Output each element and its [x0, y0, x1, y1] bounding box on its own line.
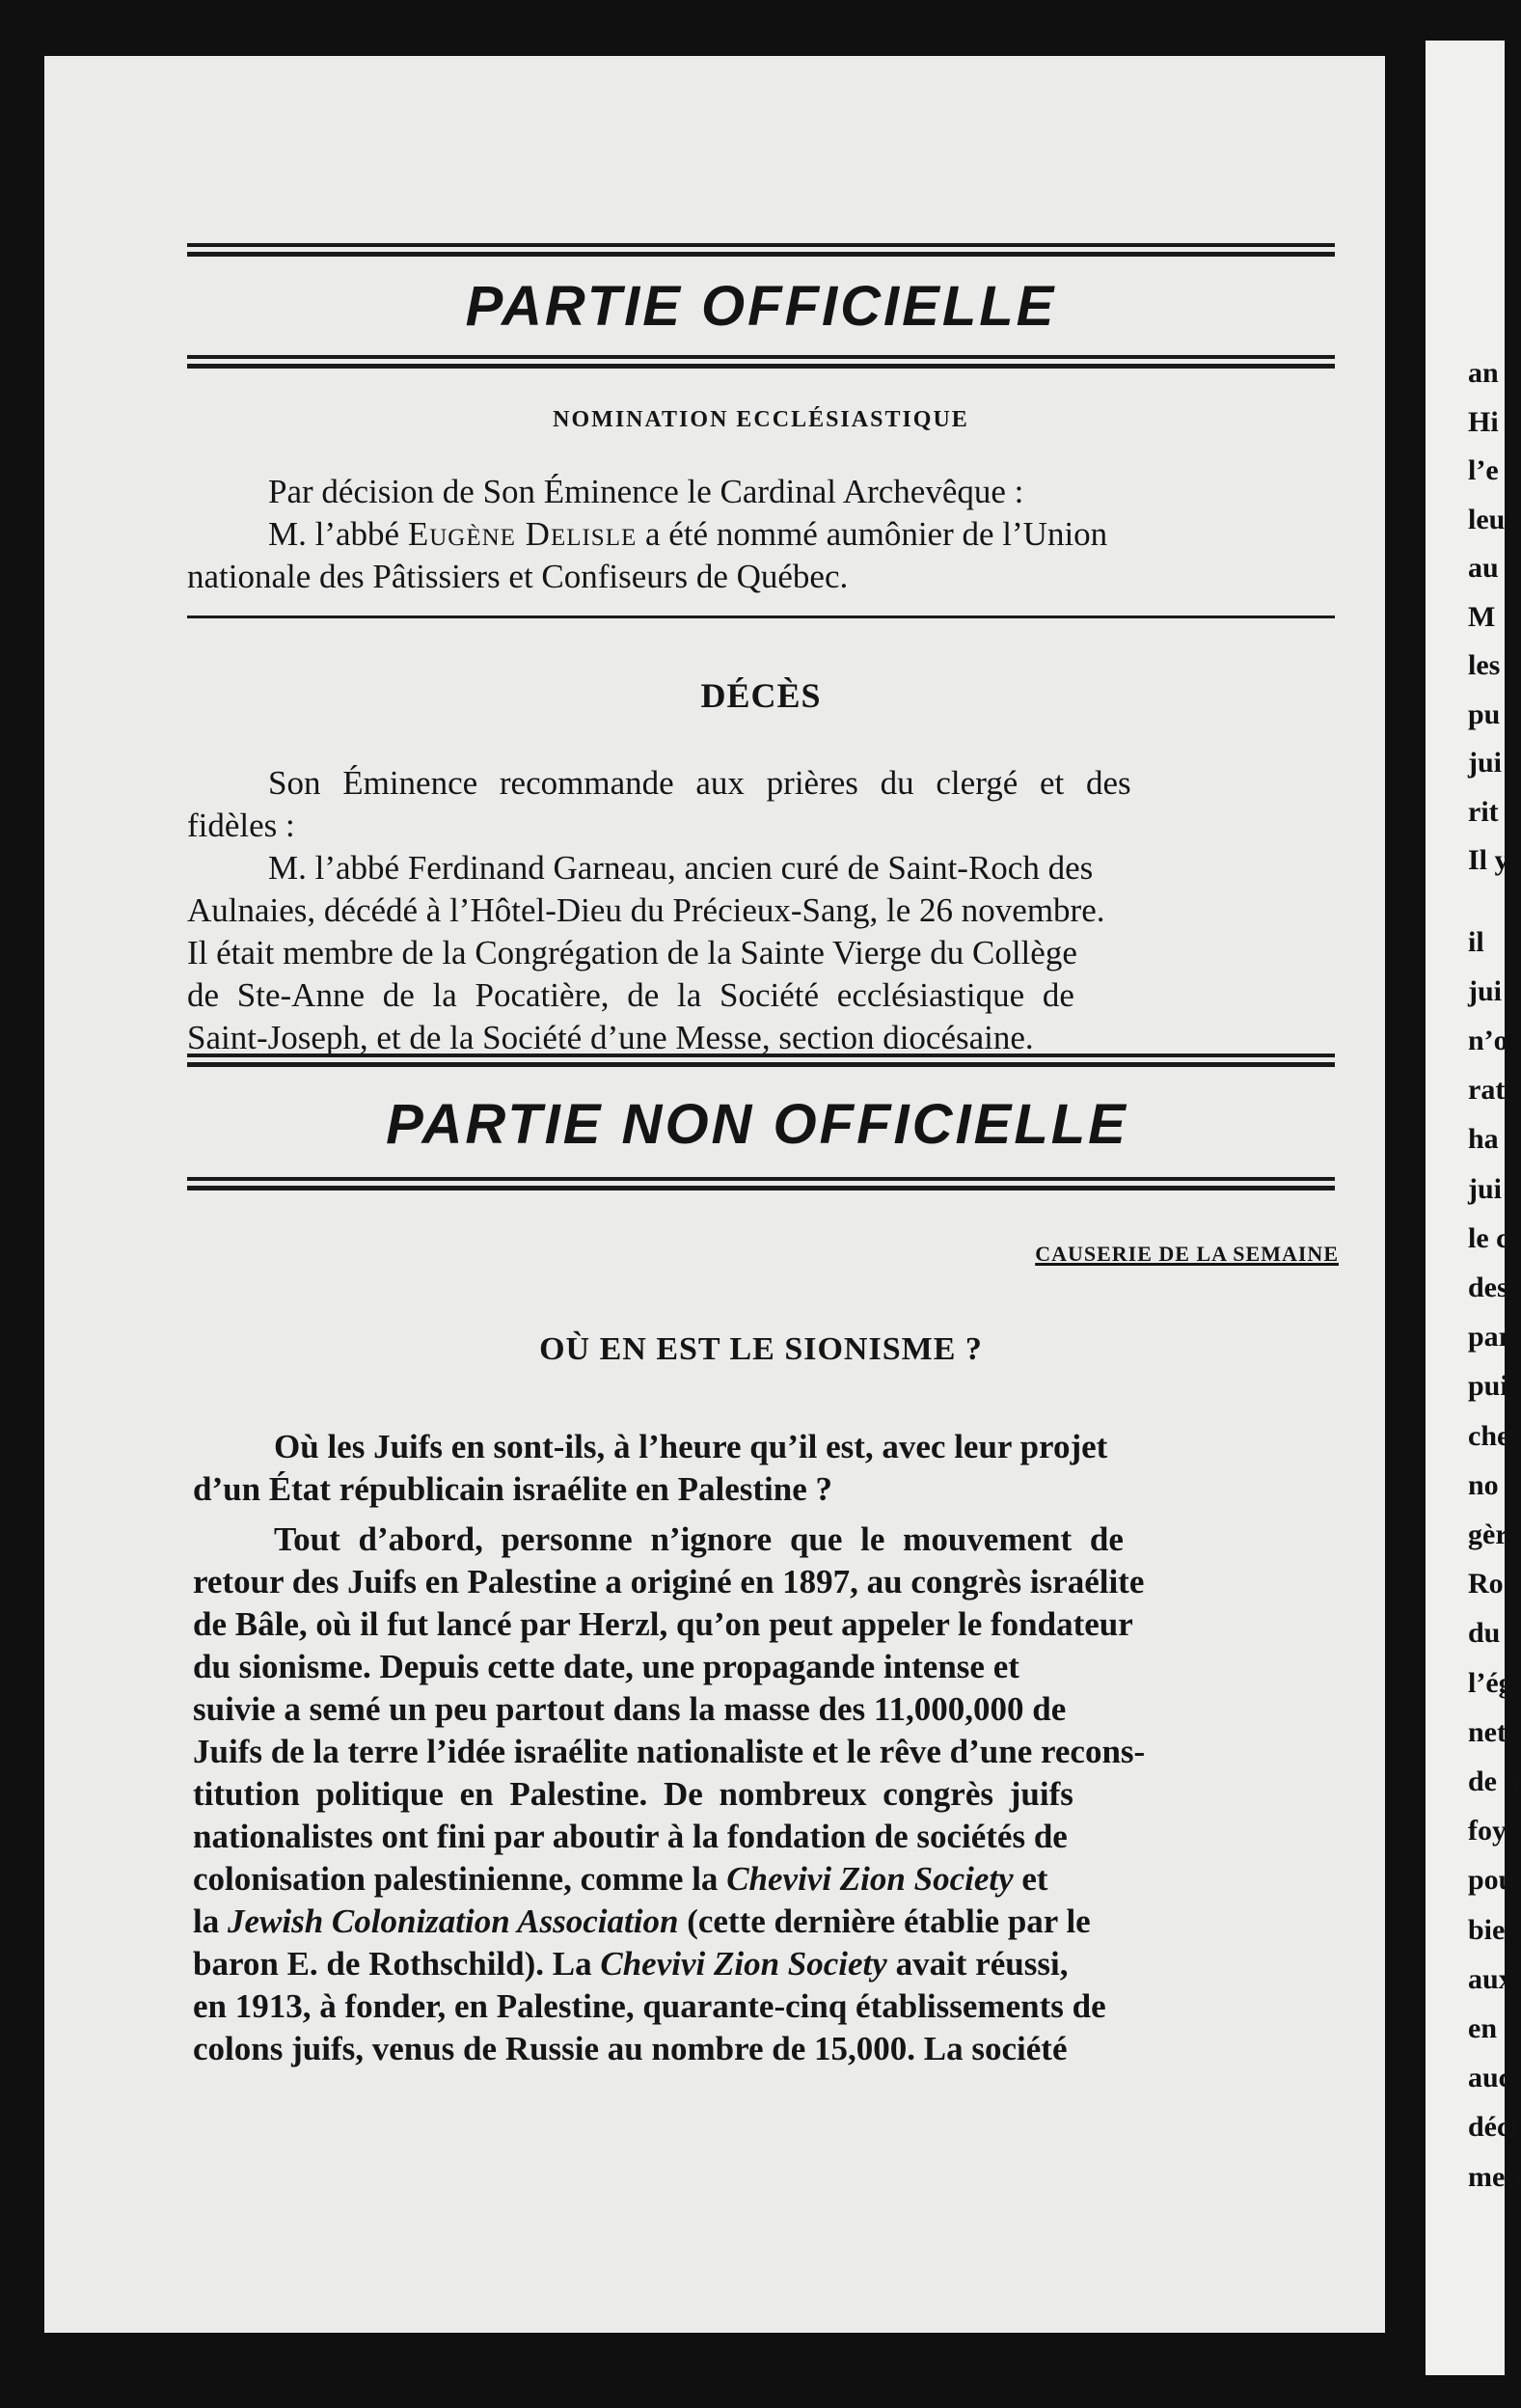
adjacent-page-fragment: no — [1468, 1468, 1499, 1501]
article-paragraph-1 — [193, 1426, 1335, 1511]
adjacent-page-fragment: les — [1468, 649, 1501, 681]
article-line: de Bâle, où il fut lancé par Herzl, qu’on peut appeler le fondateur — [193, 1605, 1133, 1643]
adjacent-page-fragment: che — [1468, 1419, 1510, 1452]
adjacent-page-fragment: Il y — [1468, 844, 1509, 876]
article-line: en 1913, à fonder, en Palestine, quarante-cinq établissements de — [193, 1987, 1106, 2025]
society-name: Chevivi Zion Society — [600, 1945, 887, 1983]
article-line: titution politique en Palestine. De nombreux congrès juifs — [193, 1775, 1073, 1813]
deces-line: de Ste-Anne de la Pocatière, de la Société ecclésiastique de — [187, 976, 1074, 1014]
adjacent-page-fragment: an — [1468, 357, 1499, 389]
nomination-line: nationale des Pâtissiers et Confiseurs de Québec. — [187, 558, 849, 595]
adjacent-page-fragment: par — [1468, 1321, 1511, 1354]
adjacent-page-fragment: Ro — [1468, 1568, 1504, 1601]
deces-heading: DÉCÈS — [700, 676, 822, 715]
adjacent-page-fragment: décl — [1468, 2111, 1518, 2144]
adjacent-page-fragment: en I — [1468, 2011, 1516, 2044]
adjacent-page-fragment: Hi — [1468, 405, 1499, 438]
adjacent-page-fragment: n’o — [1468, 1024, 1508, 1056]
adjacent-page-fragment: l’ég — [1468, 1666, 1513, 1699]
adjacent-page-fragment: rat — [1468, 1074, 1506, 1107]
article-paragraph-2 — [193, 1519, 1335, 2070]
adjacent-page-fragment: de S — [1468, 1765, 1521, 1797]
nomination-paragraph — [187, 471, 1335, 598]
official-section-title: PARTIE OFFICIELLE — [465, 275, 1057, 338]
nomination-line: Par décision de Son Éminence le Cardinal Archevêque : — [268, 473, 1024, 510]
adjacent-page-fragment: l’e — [1468, 454, 1499, 486]
deces-line: Il était membre de la Congrégation de la Sainte Vierge du Collège — [187, 934, 1077, 971]
adjacent-page-fragment: bie — [1468, 1913, 1506, 1946]
deces-line: Son Éminence recommande aux prières du clergé et des — [268, 764, 1131, 802]
article-line: nationalistes ont fini par aboutir à la fondation de sociétés de — [193, 1818, 1068, 1855]
top-double-rule — [187, 243, 1335, 257]
adjacent-page-fragment: auc — [1468, 2062, 1511, 2094]
society-name: Chevivi Zion Society — [726, 1860, 1014, 1898]
article-title: OÙ EN EST LE SIONISME ? — [539, 1331, 983, 1367]
adjacent-page-fragment: foy — [1468, 1815, 1507, 1847]
adjacent-page-fragment: des — [1468, 1271, 1508, 1303]
adjacent-page-fragment: jui — [1468, 974, 1503, 1007]
causerie-label: CAUSERIE DE LA SEMAINE — [1035, 1242, 1339, 1266]
deces-line: Saint-Joseph, et de la Société d’une Messe, section diocésaine. — [187, 1019, 1034, 1056]
article-line: baron E. de Rothschild). La Chevivi Zion Society avait réussi, — [193, 1945, 1069, 1983]
adjacent-page-fragment: du — [1468, 1617, 1501, 1650]
adjacent-page-fragment: le c — [1468, 1221, 1509, 1254]
adjacent-page-fragment: ha — [1468, 1123, 1499, 1156]
deces-line: M. l’abbé Ferdinand Garneau, ancien curé de Saint-Roch des — [268, 849, 1094, 887]
nomination-heading: NOMINATION ECCLÉSIASTIQUE — [553, 407, 969, 432]
official-title-double-rule — [187, 355, 1335, 369]
article-line: colons juifs, venus de Russie au nombre de 15,000. La société — [193, 2030, 1068, 2067]
adjacent-page-fragment: pui — [1468, 1370, 1508, 1403]
adjacent-page-fragment: il — [1468, 925, 1484, 958]
article-line: Tout d’abord, personne n’ignore que le mouvement de — [274, 1520, 1124, 1558]
nomination-divider — [187, 616, 1335, 618]
adjacent-page-fragment: au — [1468, 552, 1499, 584]
adjacent-page-fragment: jui — [1468, 1172, 1503, 1205]
adjacent-page-edge — [1426, 41, 1521, 2375]
deces-paragraph — [187, 762, 1335, 1059]
article-line: retour des Juifs en Palestine a originé en 1897, au congrès israélite — [193, 1563, 1145, 1601]
adjacent-page-fragment: net — [1468, 1715, 1507, 1748]
unofficial-section-title: PARTIE NON OFFICIELLE — [386, 1093, 1128, 1156]
adjacent-page-fragment: gèr — [1468, 1518, 1508, 1550]
adjacent-page-fragment: men — [1468, 2160, 1521, 2193]
association-name: Jewish Colonization Association — [227, 1902, 679, 1940]
adjacent-page-fragment: aux — [1468, 1962, 1513, 1995]
adjacent-page-fragment: pu — [1468, 698, 1501, 730]
unofficial-bottom-double-rule — [187, 1177, 1335, 1190]
nomination-line: M. l’abbé Eugène Delisle a été nommé aumônier de l’Union — [268, 515, 1108, 553]
adjacent-page-fragment: pou — [1468, 1864, 1515, 1897]
unofficial-top-double-rule — [187, 1054, 1335, 1067]
deces-line: fidèles : — [187, 807, 295, 844]
adjacent-page-fragment: rit — [1468, 795, 1499, 828]
article-line: Juifs de la terre l’idée israélite nationaliste et le rêve d’une recons- — [193, 1733, 1146, 1770]
article-line: d’un État républicain israélite en Palestine ? — [193, 1470, 833, 1508]
article-line: colonisation palestinienne, comme la Chevivi Zion Society et — [193, 1860, 1048, 1898]
article-line: Où les Juifs en sont-ils, à l’heure qu’il est, avec leur projet — [274, 1428, 1108, 1465]
adjacent-page-fragment: leu — [1468, 503, 1506, 535]
adjacent-page-fragment: M — [1468, 600, 1496, 633]
article-line: du sionisme. Depuis cette date, une propagande intense et — [193, 1648, 1019, 1685]
deces-line: Aulnaies, décédé à l’Hôtel-Dieu du Précieux-Sang, le 26 novembre. — [187, 891, 1105, 929]
article-line: la Jewish Colonization Association (cette dernière établie par le — [193, 1902, 1091, 1940]
adjacent-page-fragment: jui — [1468, 747, 1503, 779]
nominee-name: Eugène Delisle — [407, 515, 638, 553]
article-line: suivie a semé un peu partout dans la masse des 11,000,000 de — [193, 1690, 1067, 1728]
